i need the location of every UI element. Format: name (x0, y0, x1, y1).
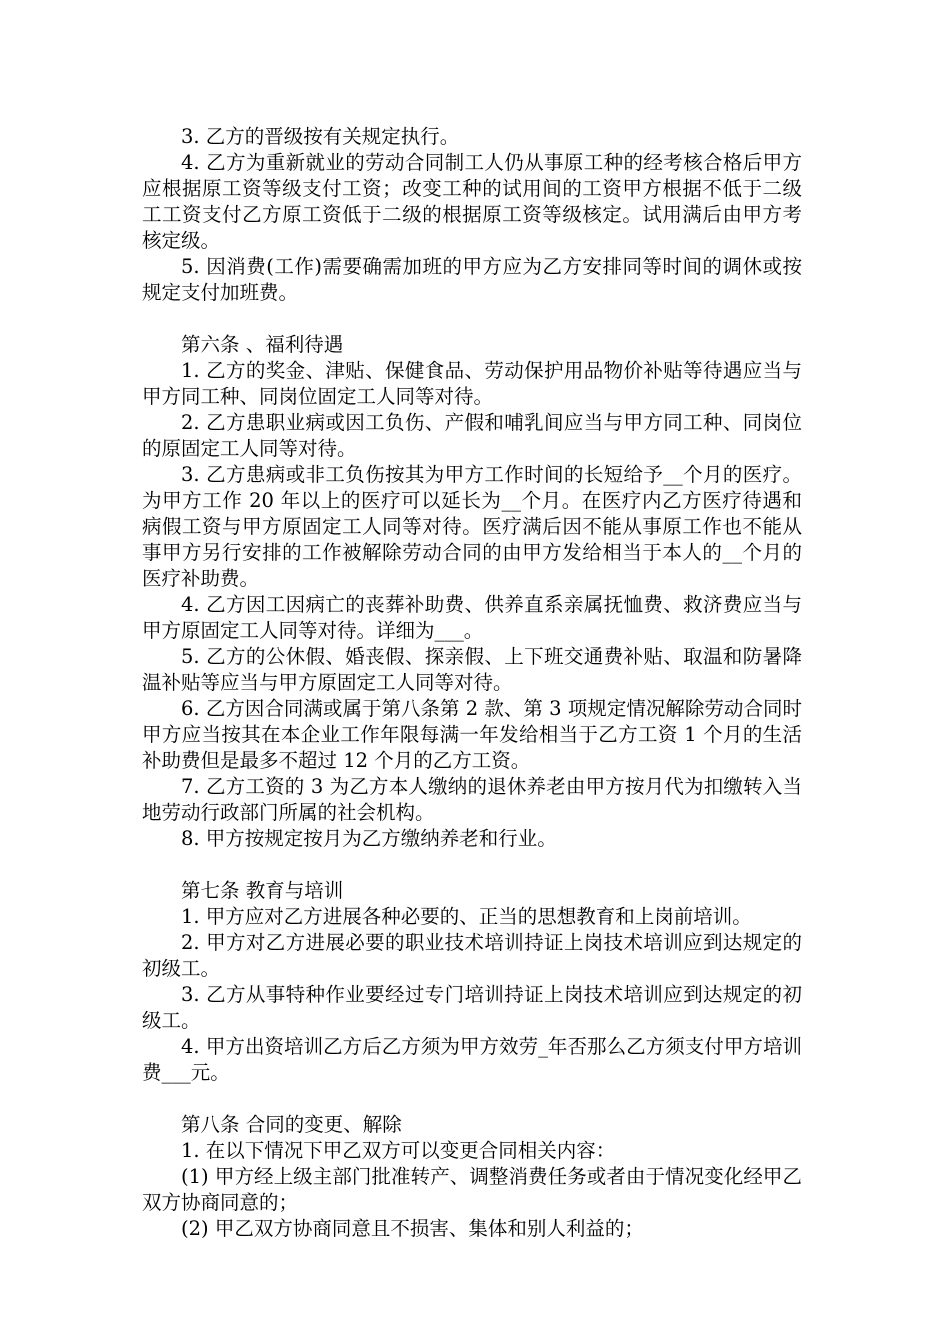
paragraph: 1. 在以下情况下甲乙双方可以变更合同相关内容： (181, 1139, 616, 1162)
paragraph: 7. 乙方工资的 3 为乙方本人缴纳的退休养老由甲方按月代为扣缴转入当地劳动行政部门所属的社会机构。 (142, 775, 802, 824)
paragraph: 4. 甲方出资培训乙方后乙方须为甲方效劳_年否那么乙方须支付甲方培训费___元。 (142, 1035, 802, 1084)
paragraph: 6. 乙方因合同满或属于第八条第 2 款、第 3 项规定情况解除劳动合同时甲方应当按其在本企业工作年限每满一年发给相当于乙方工资 1 个月的生活补助费但是最多不超过 12 个月的乙方工资。 (142, 697, 802, 772)
paragraph: 4. 乙方因工因病亡的丧葬补助费、供养直系亲属抚恤费、救济费应当与甲方原固定工人同等对待。详细为___。 (142, 593, 802, 642)
section-heading: 第七条 教育与培训 (181, 879, 344, 902)
paragraph: 2. 乙方患职业病或因工负伤、产假和哺乳间应当与甲方同工种、同岗位的原固定工人同等对待。 (142, 411, 802, 460)
section-article-8 (142, 1112, 802, 1242)
section-spacer (142, 306, 802, 332)
document-page (142, 124, 802, 1242)
section-intro (142, 124, 802, 306)
section-article-6 (142, 332, 802, 852)
paragraph: 4. 乙方为重新就业的劳动合同制工人仍从事原工种的经考核合格后甲方应根据原工资等级支付工资；改变工种的试用间的工资甲方根据不低于二级工工资支付乙方原工资低于二级的根据原工资等级核定。试用满后由甲方考核定级。 (142, 151, 802, 252)
paragraph: 1. 甲方应对乙方进展各种必要的、正当的思想教育和上岗前培训。 (181, 905, 752, 928)
section-heading: 第六条 、福利待遇 (181, 333, 344, 356)
section-article-7 (142, 878, 802, 1086)
paragraph: (1) 甲方经上级主部门批准转产、调整消费任务或者由于情况变化经甲乙双方协商同意的； (142, 1165, 802, 1214)
section-spacer (142, 1086, 802, 1112)
paragraph: 3. 乙方患病或非工负伤按其为甲方工作时间的长短给予__个月的医疗。为甲方工作 20 年以上的医疗可以延长为__个月。在医疗内乙方医疗待遇和病假工资与甲方原固定工人同等对待。医疗满后因不能从事原工作也不能从事甲方另行安排的工作被解除劳动合同的由甲方发给相当于本人的__个月的医疗补助费。 (142, 463, 802, 590)
paragraph: 3. 乙方的晋级按有关规定执行。 (181, 125, 460, 148)
paragraph: 5. 因消费(工作)需要确需加班的甲方应为乙方安排同等时间的调休或按规定支付加班费。 (142, 255, 802, 304)
paragraph: (2) 甲乙双方协商同意且不损害、集体和别人利益的； (181, 1217, 644, 1240)
paragraph: 2. 甲方对乙方进展必要的职业技术培训持证上岗技术培训应到达规定的初级工。 (142, 931, 802, 980)
section-spacer (142, 852, 802, 878)
paragraph: 3. 乙方从事特种作业要经过专门培训持证上岗技术培训应到达规定的初级工。 (142, 983, 802, 1032)
paragraph: 5. 乙方的公休假、婚丧假、探亲假、上下班交通费补贴、取温和防暑降温补贴等应当与甲方原固定工人同等对待。 (142, 645, 802, 694)
paragraph: 8. 甲方按规定按月为乙方缴纳养老和行业。 (181, 827, 557, 850)
paragraph: 1. 乙方的奖金、津贴、保健食品、劳动保护用品物价补贴等待遇应当与甲方同工种、同岗位固定工人同等对待。 (142, 359, 802, 408)
section-heading: 第八条 合同的变更、解除 (181, 1113, 402, 1136)
